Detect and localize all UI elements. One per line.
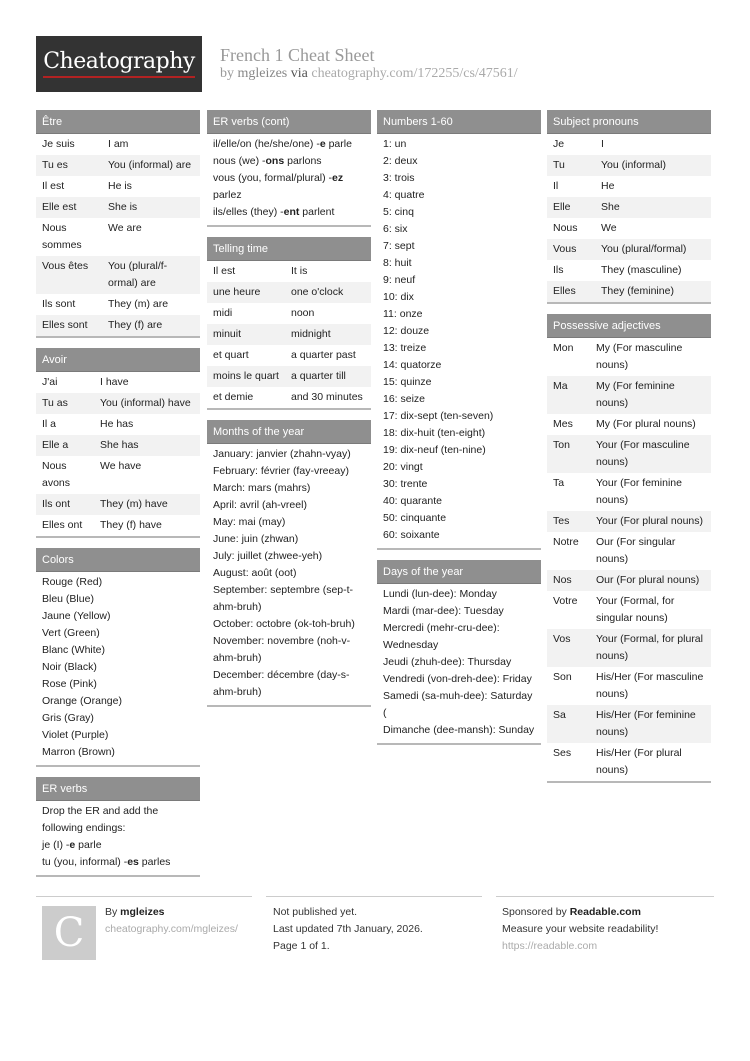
list-item: 2: deux <box>383 155 418 167</box>
french-term: Nous avons <box>42 460 71 489</box>
table-row <box>36 218 200 256</box>
french-term: Nos <box>553 574 572 586</box>
time-table <box>207 261 371 408</box>
english-term: I am <box>108 138 129 150</box>
list-item: Vendredi (von-dreh-dee): Friday <box>383 673 532 685</box>
table-row <box>36 456 200 494</box>
table-row <box>207 324 371 345</box>
footer-author-link[interactable]: mgleizes <box>120 906 165 918</box>
etre-section <box>36 110 200 338</box>
byline <box>220 66 518 82</box>
table-row <box>547 176 711 197</box>
english-term: We are <box>108 222 142 234</box>
possessive-table <box>547 338 711 781</box>
list-item: 40: quarante <box>383 495 442 507</box>
table-row <box>547 239 711 260</box>
list-item: Jeudi (zhuh-dee): Thursday <box>383 656 512 668</box>
list-item: 12: douze <box>383 325 430 337</box>
telling-time-section <box>207 237 371 410</box>
section-title: Subject pronouns <box>547 110 711 134</box>
sheet-url-link[interactable]: cheatography.com/172255/cs/47561/ <box>311 66 518 81</box>
list-item: Rouge (Red) <box>42 576 103 588</box>
sponsored-by: Sponsored by <box>502 906 570 918</box>
logo-text: Cheatography <box>43 50 195 77</box>
list-item: Jaune (Yellow) <box>42 610 111 622</box>
english-term: Your (For feminine nouns) <box>596 477 682 506</box>
french-term: Je <box>553 138 565 150</box>
ending-example: parlons <box>284 155 322 167</box>
list-item: May: mai (may) <box>213 516 286 528</box>
ending-example: parle <box>325 138 352 150</box>
english-term: He has <box>100 418 134 430</box>
list-item: 13: treize <box>383 342 427 354</box>
list-item: 3: trois <box>383 172 415 184</box>
section-title: Possessive adjectives <box>547 314 711 338</box>
footer-divider <box>496 896 714 897</box>
list-item: Blanc (White) <box>42 644 106 656</box>
french-term: Ta <box>553 477 565 489</box>
english-term: You (informal) have <box>100 397 191 409</box>
french-term: Il a <box>42 418 57 430</box>
french-term: Tu es <box>42 159 68 171</box>
list-item: 14: quatorze <box>383 359 442 371</box>
table-row <box>207 387 371 408</box>
english-term: His/Her (For masculine nouns) <box>596 671 704 700</box>
list-item: Bleu (Blue) <box>42 593 94 605</box>
english-term: She has <box>100 439 139 451</box>
list-item: July: juillet (zhwee-yeh) <box>213 550 323 562</box>
table-row <box>547 218 711 239</box>
french-term: Vos <box>553 633 571 645</box>
author-link[interactable]: mgleizes <box>237 66 288 81</box>
english-term: His/Her (For plural nouns) <box>596 747 682 776</box>
list-item: February: février (fay-vreeay) <box>213 465 349 477</box>
ending-suffix: ez <box>332 172 344 184</box>
french-term: Elles ont <box>42 519 83 531</box>
list-item: January: janvier (zhahn-vyay) <box>213 448 351 460</box>
english-term: Your (Formal, for plural nouns) <box>596 633 703 662</box>
table-row <box>36 197 200 218</box>
table-row <box>547 260 711 281</box>
list-item: 11: onze <box>383 308 423 320</box>
ending-suffix: ons <box>265 155 285 167</box>
table-row <box>547 338 711 376</box>
english-term: They (f) are <box>108 319 163 331</box>
table-row <box>36 155 200 176</box>
table-row <box>207 282 371 303</box>
list-item: 60: soixante <box>383 529 440 541</box>
days-section <box>377 560 541 745</box>
ending-suffix: ent <box>283 206 300 218</box>
ending-example: parle <box>75 839 102 851</box>
sponsor-url[interactable]: https://readable.com <box>502 940 598 952</box>
french-term: Il <box>553 180 559 192</box>
english-term: It is <box>291 265 308 277</box>
english-term: My (For feminine nouns) <box>596 380 675 409</box>
list-item: 1: un <box>383 138 407 150</box>
section-title: Être <box>36 110 200 134</box>
list-item: June: juin (zhwan) <box>213 533 299 545</box>
french-term: Ton <box>553 439 570 451</box>
table-row <box>547 743 711 781</box>
section-title: Avoir <box>36 348 200 372</box>
list-item: December: décembre (day-s-ahm-bruh) <box>213 669 350 698</box>
table-row <box>36 315 200 336</box>
french-term: Elle a <box>42 439 69 451</box>
list-item: 20: vingt <box>383 461 423 473</box>
table-row <box>36 256 200 294</box>
ending-prefix: il/elle/on (he/she/one) - <box>213 138 320 150</box>
column-4 <box>547 110 711 793</box>
ending-suffix: e <box>319 138 326 150</box>
list-item: 16: seize <box>383 393 426 405</box>
list-item: October: octobre (ok-toh-bruh) <box>213 618 355 630</box>
byline-via: via <box>290 66 308 81</box>
er-ending-tu <box>42 854 194 871</box>
english-term: noon <box>291 307 315 319</box>
list-item: Lundi (lun-dee): Monday <box>383 588 497 600</box>
list-item: 50: cinquante <box>383 512 447 524</box>
list-item: 7: sept <box>383 240 415 252</box>
colors-list <box>36 572 200 765</box>
french-term: Il est <box>213 265 236 277</box>
avatar-letter: C <box>53 910 85 956</box>
list-item: Mercredi (mehr-cru-dee): Wednesday <box>383 622 500 651</box>
french-term: Sa <box>553 709 566 721</box>
list-item: Marron (Brown) <box>42 746 115 758</box>
list-item: Vert (Green) <box>42 627 100 639</box>
avoir-table <box>36 372 200 536</box>
list-item: Samedi (sa-muh-dee): Saturday ( <box>383 690 533 719</box>
days-list <box>377 584 541 743</box>
french-term: Elles sont <box>42 319 88 331</box>
list-item: Violet (Purple) <box>42 729 109 741</box>
french-term: Mon <box>553 342 574 354</box>
list-item: 5: cinq <box>383 206 414 218</box>
pronouns-table <box>547 134 711 302</box>
french-term: Tu <box>553 159 565 171</box>
french-term: moins le quart <box>213 370 279 382</box>
table-row <box>547 134 711 155</box>
list-item: 8: huit <box>383 257 412 269</box>
list-item: Rose (Pink) <box>42 678 97 690</box>
table-row <box>36 393 200 414</box>
french-term: Ils sont <box>42 298 76 310</box>
avatar[interactable] <box>42 906 96 960</box>
table-row <box>36 176 200 197</box>
table-row <box>36 515 200 536</box>
list-item: August: août (oot) <box>213 567 297 579</box>
french-term: Vous êtes <box>42 260 89 272</box>
section-title: ER verbs (cont) <box>207 110 371 134</box>
list-item: Noir (Black) <box>42 661 97 673</box>
english-term: You (informal) <box>601 159 666 171</box>
french-term: Tes <box>553 515 570 527</box>
french-term: Elle <box>553 201 571 213</box>
section-title: Days of the year <box>377 560 541 584</box>
french-term: Ses <box>553 747 572 759</box>
english-term: a quarter past <box>291 349 356 361</box>
byline-by: by <box>220 66 234 81</box>
english-term: midnight <box>291 328 331 340</box>
list-item: 17: dix-sept (ten-seven) <box>383 410 494 422</box>
table-row <box>547 197 711 218</box>
table-row <box>547 473 711 511</box>
colors-section <box>36 548 200 767</box>
numbers-section <box>377 110 541 550</box>
ending-example: parlent <box>299 206 335 218</box>
english-term: They (m) are <box>108 298 169 310</box>
english-term: You (plural/f-ormal) are <box>108 260 168 289</box>
list-item: Gris (Gray) <box>42 712 94 724</box>
table-row <box>207 345 371 366</box>
table-row <box>547 667 711 705</box>
ending-prefix: vous (you, formal/plural) - <box>213 172 333 184</box>
footer-divider <box>266 896 482 897</box>
french-term: Il est <box>42 180 65 192</box>
english-term: My (For plural nouns) <box>596 418 696 430</box>
list-item: April: avril (ah-vreel) <box>213 499 307 511</box>
table-row <box>547 435 711 473</box>
ending-prefix: tu (you, informal) - <box>42 856 128 868</box>
french-term: midi <box>213 307 233 319</box>
table-row <box>547 281 711 302</box>
footer-author-url-line <box>105 921 238 938</box>
french-term: Son <box>553 671 572 683</box>
list-item: September: septembre (sep-t-ahm-bruh) <box>213 584 354 613</box>
list-item: 30: trente <box>383 478 428 490</box>
table-row <box>36 372 200 393</box>
section-title: Colors <box>36 548 200 572</box>
table-row <box>36 414 200 435</box>
er-ending-vous <box>213 170 365 204</box>
english-term: They (m) have <box>100 498 168 510</box>
er-cont-body <box>207 134 371 225</box>
english-term: a quarter till <box>291 370 346 382</box>
english-term: We have <box>100 460 142 472</box>
list-item: Mardi (mar-dee): Tuesday <box>383 605 504 617</box>
english-term: We <box>601 222 617 234</box>
list-item: 10: dix <box>383 291 414 303</box>
table-row <box>547 591 711 629</box>
er-ending-ils <box>213 204 365 221</box>
possessive-adjectives-section <box>547 314 711 783</box>
etre-table <box>36 134 200 336</box>
french-term: une heure <box>213 286 261 298</box>
english-term: Your (For masculine nouns) <box>596 439 690 468</box>
english-term: They (masculine) <box>601 264 682 276</box>
sponsor-url-line <box>502 938 597 955</box>
footer-author-url[interactable]: cheatography.com/mgleizes/ <box>105 923 238 935</box>
english-term: and 30 minutes <box>291 391 363 403</box>
ending-prefix: je (I) - <box>42 839 70 851</box>
column-1 <box>36 110 200 887</box>
list-item: Dimanche (dee-mansh): Sunday <box>383 724 535 736</box>
french-term: Ils <box>553 264 564 276</box>
list-item: 18: dix-huit (ten-eight) <box>383 427 486 439</box>
section-title: ER verbs <box>36 777 200 801</box>
french-term: J'ai <box>42 376 58 388</box>
er-ending-je <box>42 837 194 854</box>
table-row <box>207 366 371 387</box>
list-item: 9: neuf <box>383 274 416 286</box>
english-term: Our (For plural nouns) <box>596 574 700 586</box>
er-verbs-section <box>36 777 200 877</box>
er-intro: Drop the ER and add the following endings: <box>42 805 159 834</box>
ending-suffix: e <box>69 839 76 851</box>
last-updated: Last updated 7th January, 2026. <box>273 923 423 935</box>
list-item: November: novembre (noh-v-ahm-bruh) <box>213 635 351 664</box>
table-row <box>547 511 711 532</box>
english-term: You (informal) are <box>108 159 192 171</box>
english-term: Our (For singular nouns) <box>596 536 676 565</box>
er-verbs-body <box>36 801 200 875</box>
french-term: Tu as <box>42 397 68 409</box>
table-row <box>547 155 711 176</box>
english-term: My (For masculine nouns) <box>596 342 683 371</box>
table-row <box>36 134 200 155</box>
page-title: French 1 Cheat Sheet <box>220 45 375 65</box>
section-title: Numbers 1-60 <box>377 110 541 134</box>
french-term: Vous <box>553 243 577 255</box>
table-row <box>207 303 371 324</box>
page-number: Page 1 of 1. <box>273 940 330 952</box>
english-term: He <box>601 180 615 192</box>
section-title: Telling time <box>207 237 371 261</box>
er-ending-il <box>213 136 365 153</box>
table-row <box>207 261 371 282</box>
table-row <box>547 414 711 435</box>
table-row <box>36 294 200 315</box>
subject-pronouns-section <box>547 110 711 304</box>
table-row <box>547 532 711 570</box>
column-3 <box>377 110 541 755</box>
list-item: 19: dix-neuf (ten-nine) <box>383 444 486 456</box>
french-term: Nous sommes <box>42 222 82 251</box>
ending-example: parles <box>138 856 171 868</box>
table-row <box>547 629 711 667</box>
sponsor-tagline: Measure your website readability! <box>502 923 659 935</box>
french-term: Elles <box>553 285 576 297</box>
english-term: They (feminine) <box>601 285 674 297</box>
english-term: She is <box>108 201 138 213</box>
er-verbs-cont-section <box>207 110 371 227</box>
french-term: Notre <box>553 536 579 548</box>
ending-suffix: es <box>127 856 139 868</box>
ending-prefix: ils/elles (they) - <box>213 206 284 218</box>
table-row <box>547 376 711 414</box>
english-term: He is <box>108 180 132 192</box>
ending-prefix: nous (we) - <box>213 155 266 167</box>
avoir-section <box>36 348 200 538</box>
publish-status: Not published yet. <box>273 906 358 918</box>
footer-author-line <box>105 904 165 921</box>
list-item: 15: quinze <box>383 376 432 388</box>
section-title: Months of the year <box>207 420 371 444</box>
list-item: 4: quatre <box>383 189 425 201</box>
french-term: Mes <box>553 418 573 430</box>
sponsor-line <box>502 904 641 921</box>
ending-example: parlez <box>213 189 242 201</box>
english-term: You (plural/formal) <box>601 243 687 255</box>
list-item: March: mars (mahrs) <box>213 482 311 494</box>
footer-by: By <box>105 906 121 918</box>
english-term: Your (Formal, for singular nouns) <box>596 595 675 624</box>
english-term: one o'clock <box>291 286 344 298</box>
table-row <box>547 705 711 743</box>
er-ending-nous <box>213 153 365 170</box>
cheatography-logo[interactable] <box>36 36 202 92</box>
french-term: et demie <box>213 391 254 403</box>
table-row <box>547 570 711 591</box>
english-term: His/Her (For feminine nouns) <box>596 709 696 738</box>
months-section <box>207 420 371 707</box>
english-term: She <box>601 201 620 213</box>
sponsor-link[interactable]: Readable.com <box>569 906 641 918</box>
english-term: They (f) have <box>100 519 162 531</box>
page-footer <box>36 896 714 966</box>
french-term: et quart <box>213 349 249 361</box>
french-term: Votre <box>553 595 578 607</box>
english-term: I <box>601 138 604 150</box>
column-2 <box>207 110 371 717</box>
table-row <box>36 435 200 456</box>
french-term: Elle est <box>42 201 77 213</box>
table-row <box>36 494 200 515</box>
french-term: minuit <box>213 328 242 340</box>
footer-divider <box>36 896 252 897</box>
months-list <box>207 444 371 705</box>
french-term: Ma <box>553 380 568 392</box>
numbers-list <box>377 134 541 548</box>
english-term: I have <box>100 376 129 388</box>
list-item: 6: six <box>383 223 408 235</box>
french-term: Je suis <box>42 138 75 150</box>
french-term: Nous <box>553 222 578 234</box>
french-term: Ils ont <box>42 498 71 510</box>
english-term: Your (For plural nouns) <box>596 515 703 527</box>
list-item: Orange (Orange) <box>42 695 122 707</box>
